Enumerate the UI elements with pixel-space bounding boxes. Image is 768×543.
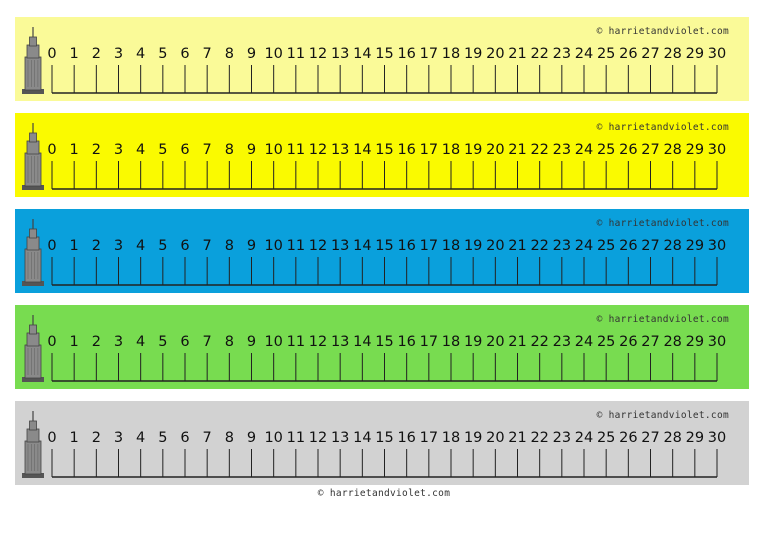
- tick-label-30: 30: [707, 46, 727, 62]
- tick-label-4: 4: [136, 238, 146, 254]
- tick-label-15: 15: [375, 46, 394, 62]
- number-line-strip-2: [15, 113, 749, 197]
- tick-label-24: 24: [574, 46, 594, 62]
- tick-label-26: 26: [619, 238, 638, 254]
- tick-label-15: 15: [375, 334, 394, 350]
- tick-label-13: 13: [330, 46, 350, 62]
- tick-label-18: 18: [441, 142, 461, 158]
- tick-label-10: 10: [264, 430, 283, 446]
- tick-label-20: 20: [486, 142, 505, 158]
- tick-label-11: 11: [286, 238, 306, 254]
- tick-label-24: 24: [574, 430, 594, 446]
- tick-label-1: 1: [69, 46, 79, 62]
- tick-label-11: 11: [286, 334, 306, 350]
- tick-label-6: 6: [180, 430, 190, 446]
- tick-label-18: 18: [441, 46, 461, 62]
- tick-label-6: 6: [180, 142, 190, 158]
- tick-label-11: 11: [286, 46, 306, 62]
- tick-label-19: 19: [463, 142, 483, 158]
- tick-label-8: 8: [224, 334, 234, 350]
- tick-label-23: 23: [552, 46, 572, 62]
- tick-label-1: 1: [69, 238, 79, 254]
- tick-label-13: 13: [330, 142, 350, 158]
- tick-label-30: 30: [707, 142, 727, 158]
- tick-label-16: 16: [397, 46, 416, 62]
- strip-copyright: © harrietandviolet.com: [596, 410, 729, 421]
- tick-label-23: 23: [552, 142, 572, 158]
- tick-label-10: 10: [264, 46, 283, 62]
- strip-copyright: © harrietandviolet.com: [596, 26, 729, 37]
- skyscraper-icon: [22, 27, 44, 94]
- tick-label-15: 15: [375, 238, 394, 254]
- tick-label-16: 16: [397, 430, 416, 446]
- tick-label-7: 7: [202, 46, 212, 62]
- tick-label-9: 9: [246, 238, 257, 254]
- tick-label-4: 4: [136, 46, 146, 62]
- strip-copyright: © harrietandviolet.com: [596, 314, 729, 325]
- tick-label-4: 4: [136, 334, 146, 350]
- skyscraper-icon: [22, 219, 44, 286]
- tick-label-29: 29: [685, 46, 705, 62]
- tick-label-22: 22: [530, 430, 549, 446]
- tick-label-28: 28: [663, 334, 682, 350]
- tick-label-8: 8: [224, 430, 234, 446]
- tick-label-25: 25: [596, 334, 616, 350]
- tick-label-5: 5: [158, 430, 168, 446]
- tick-label-24: 24: [574, 334, 594, 350]
- tick-label-29: 29: [685, 142, 705, 158]
- tick-label-25: 25: [596, 238, 616, 254]
- tick-label-19: 19: [463, 238, 483, 254]
- tick-label-27: 27: [641, 46, 660, 62]
- tick-label-10: 10: [264, 238, 283, 254]
- tick-label-15: 15: [375, 142, 394, 158]
- tick-label-1: 1: [69, 430, 79, 446]
- tick-label-26: 26: [619, 334, 638, 350]
- tick-label-24: 24: [574, 142, 594, 158]
- tick-label-9: 9: [246, 46, 257, 62]
- tick-label-22: 22: [530, 334, 549, 350]
- tick-label-7: 7: [202, 334, 212, 350]
- tick-label-7: 7: [202, 430, 212, 446]
- tick-label-21: 21: [508, 430, 527, 446]
- tick-label-25: 25: [596, 430, 616, 446]
- tick-label-1: 1: [69, 334, 79, 350]
- tick-label-28: 28: [663, 142, 682, 158]
- tick-label-17: 17: [419, 334, 439, 350]
- tick-label-13: 13: [330, 430, 350, 446]
- tick-label-5: 5: [158, 46, 168, 62]
- tick-label-6: 6: [180, 238, 190, 254]
- tick-label-11: 11: [286, 430, 306, 446]
- skyscraper-icon: [22, 123, 44, 190]
- tick-label-4: 4: [136, 142, 146, 158]
- tick-label-25: 25: [596, 142, 616, 158]
- tick-label-14: 14: [353, 46, 372, 62]
- tick-label-0: 0: [47, 430, 57, 446]
- tick-label-12: 12: [308, 46, 328, 62]
- tick-label-3: 3: [113, 142, 124, 158]
- tick-label-15: 15: [375, 430, 394, 446]
- tick-label-0: 0: [47, 334, 57, 350]
- tick-label-19: 19: [463, 46, 483, 62]
- tick-label-16: 16: [397, 238, 416, 254]
- tick-label-16: 16: [397, 142, 416, 158]
- number-line-strip-5: [15, 401, 749, 485]
- tick-label-28: 28: [663, 238, 682, 254]
- tick-label-2: 2: [91, 334, 101, 350]
- tick-label-2: 2: [91, 142, 101, 158]
- tick-label-8: 8: [224, 238, 234, 254]
- tick-label-17: 17: [419, 430, 439, 446]
- tick-label-14: 14: [353, 142, 372, 158]
- skyscraper-icon: [22, 411, 44, 478]
- tick-label-29: 29: [685, 334, 705, 350]
- tick-label-17: 17: [419, 46, 439, 62]
- tick-label-23: 23: [552, 238, 572, 254]
- tick-label-5: 5: [158, 334, 168, 350]
- tick-label-8: 8: [224, 142, 234, 158]
- tick-label-27: 27: [641, 238, 660, 254]
- tick-label-5: 5: [158, 238, 168, 254]
- tick-label-12: 12: [308, 238, 328, 254]
- tick-label-28: 28: [663, 430, 682, 446]
- tick-label-21: 21: [508, 142, 527, 158]
- skyscraper-icon: [22, 315, 44, 382]
- tick-label-16: 16: [397, 334, 416, 350]
- tick-label-12: 12: [308, 430, 328, 446]
- tick-label-0: 0: [47, 238, 57, 254]
- tick-label-6: 6: [180, 46, 190, 62]
- tick-label-17: 17: [419, 238, 439, 254]
- tick-label-23: 23: [552, 430, 572, 446]
- tick-label-24: 24: [574, 238, 594, 254]
- tick-label-20: 20: [486, 238, 505, 254]
- tick-label-22: 22: [530, 238, 549, 254]
- strip-copyright: © harrietandviolet.com: [596, 218, 729, 229]
- tick-label-7: 7: [202, 238, 212, 254]
- tick-label-2: 2: [91, 238, 101, 254]
- tick-label-13: 13: [330, 334, 350, 350]
- tick-label-17: 17: [419, 142, 439, 158]
- tick-label-27: 27: [641, 142, 660, 158]
- tick-label-3: 3: [113, 334, 124, 350]
- tick-label-10: 10: [264, 142, 283, 158]
- tick-label-26: 26: [619, 142, 638, 158]
- tick-label-25: 25: [596, 46, 616, 62]
- tick-label-11: 11: [286, 142, 306, 158]
- tick-label-21: 21: [508, 46, 527, 62]
- tick-label-2: 2: [91, 46, 101, 62]
- tick-label-21: 21: [508, 334, 527, 350]
- tick-label-4: 4: [136, 430, 146, 446]
- tick-label-26: 26: [619, 46, 638, 62]
- tick-label-3: 3: [113, 238, 124, 254]
- tick-label-26: 26: [619, 430, 638, 446]
- tick-label-14: 14: [353, 238, 372, 254]
- tick-label-9: 9: [246, 430, 257, 446]
- tick-label-29: 29: [685, 430, 705, 446]
- tick-label-13: 13: [330, 238, 350, 254]
- tick-label-8: 8: [224, 46, 234, 62]
- tick-label-27: 27: [641, 430, 660, 446]
- tick-label-27: 27: [641, 334, 660, 350]
- number-line-strip-3: [15, 209, 749, 293]
- tick-label-22: 22: [530, 46, 549, 62]
- tick-label-20: 20: [486, 334, 505, 350]
- tick-label-19: 19: [463, 334, 483, 350]
- tick-label-28: 28: [663, 46, 682, 62]
- tick-label-19: 19: [463, 430, 483, 446]
- tick-label-23: 23: [552, 334, 572, 350]
- tick-label-14: 14: [353, 430, 372, 446]
- number-line-strip-4: [15, 305, 749, 389]
- tick-label-18: 18: [441, 334, 461, 350]
- tick-label-0: 0: [47, 46, 57, 62]
- tick-label-30: 30: [707, 238, 727, 254]
- tick-label-3: 3: [113, 46, 124, 62]
- number-line-strip-1: [15, 17, 749, 101]
- tick-label-12: 12: [308, 142, 328, 158]
- tick-label-30: 30: [707, 430, 727, 446]
- tick-label-2: 2: [91, 430, 101, 446]
- tick-label-18: 18: [441, 238, 461, 254]
- tick-label-6: 6: [180, 334, 190, 350]
- tick-label-21: 21: [508, 238, 527, 254]
- strip-copyright: © harrietandviolet.com: [596, 122, 729, 133]
- tick-label-29: 29: [685, 238, 705, 254]
- tick-label-0: 0: [47, 142, 57, 158]
- footer-copyright: © harrietandviolet.com: [317, 488, 451, 499]
- tick-label-20: 20: [486, 430, 505, 446]
- tick-label-20: 20: [486, 46, 505, 62]
- tick-label-7: 7: [202, 142, 212, 158]
- tick-label-3: 3: [113, 430, 124, 446]
- tick-label-12: 12: [308, 334, 328, 350]
- tick-label-22: 22: [530, 142, 549, 158]
- tick-label-30: 30: [707, 334, 727, 350]
- tick-label-1: 1: [69, 142, 79, 158]
- tick-label-5: 5: [158, 142, 168, 158]
- tick-label-9: 9: [246, 334, 257, 350]
- tick-label-10: 10: [264, 334, 283, 350]
- tick-label-14: 14: [353, 334, 372, 350]
- tick-label-9: 9: [246, 142, 257, 158]
- tick-label-18: 18: [441, 430, 461, 446]
